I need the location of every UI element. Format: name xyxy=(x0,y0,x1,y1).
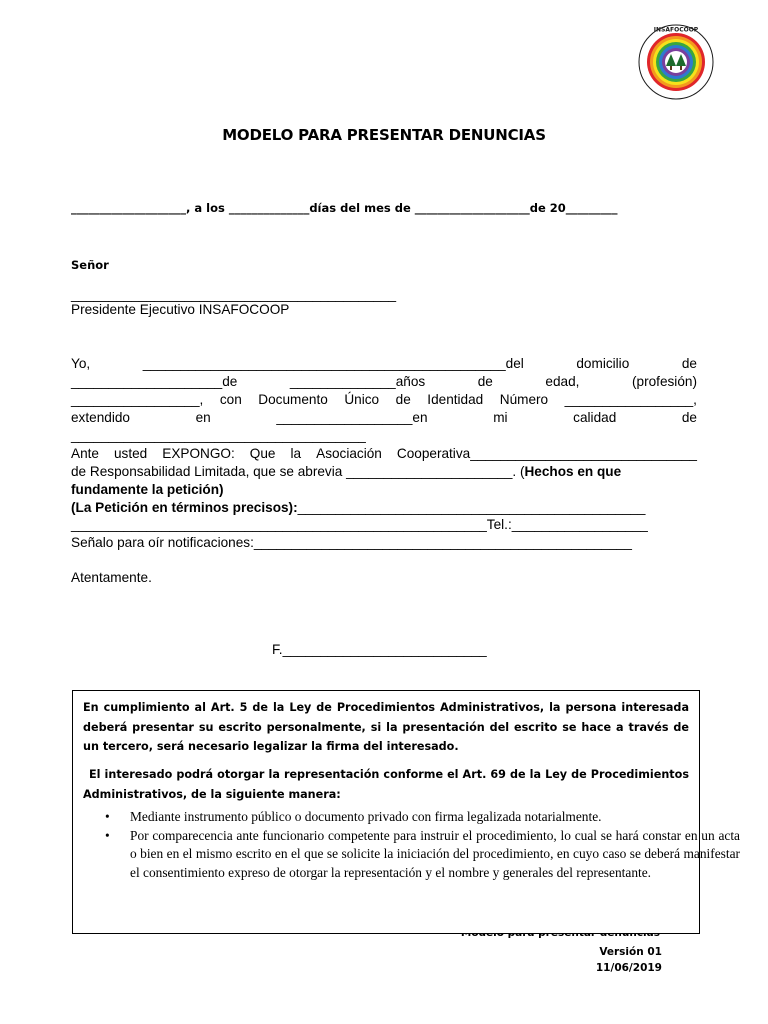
page-title: MODELO PARA PRESENTAR DENUNCIAS xyxy=(222,126,546,144)
body-line-1: Yo, ________________________________________________del domicilio de xyxy=(71,356,697,371)
footer-version: Versión 01 xyxy=(599,946,662,958)
list-item: • Mediante instrumento público o documento privado con firma legalizada notarialmente. xyxy=(130,808,740,827)
body-line-9: (La Petición en términos precisos):______________________________________________ xyxy=(71,500,646,515)
body-line-11: Señalo para oír notificaciones:__________________________________________________ xyxy=(71,535,632,550)
footer-date: 11/06/2019 xyxy=(595,962,662,974)
insafocoop-seal xyxy=(638,24,714,100)
bullet-dot-icon: • xyxy=(105,809,110,824)
svg-text:INSAFOCOOP: INSAFOCOOP xyxy=(653,26,699,34)
body-line-7: de Responsabilidad Limitada, que se abrevia ______________________. (Hechos en que xyxy=(71,464,622,479)
notice-box xyxy=(72,690,740,934)
body-line-6: Ante usted EXPONGO: Que la Asociación Cooperativa______________________________ xyxy=(71,446,697,461)
body-line-4: extendido en __________________en mi calidad de xyxy=(71,410,697,425)
body-line-5: _______________________________________ xyxy=(71,428,366,443)
body-line-8: fundamente la petición) xyxy=(71,482,224,497)
bullet-dot-icon: • xyxy=(105,827,110,843)
insafocoop-logo xyxy=(638,24,714,100)
notice-bullet-list xyxy=(83,808,740,882)
body-line-10: _______________________________________________________Tel.:__________________ xyxy=(71,517,648,532)
signature-line: F.___________________________ xyxy=(272,642,487,657)
notice-paragraph-2: El interesado podrá otorgar la representación conforme el Art. 69 de la Ley de Procedimientos Administrativos, de la siguiente manera: xyxy=(83,768,689,801)
date-line: ____________________, a los ______________días del mes de ____________________de 20_________ xyxy=(71,201,618,215)
salutation: Señor xyxy=(71,258,109,272)
list-item: • Por comparecencia ante funcionario competente para instruir el procedimiento, lo cual se hará constar en un acta o bien en el mismo escrito en el que se solicite la iniciación del procedimiento, en cuyo caso se deberá manifestar el consentimiento expreso de otorgar la representación y el nombre y generales del representante. xyxy=(105,827,740,880)
addressee-name-line: ___________________________________________ xyxy=(71,287,397,302)
closing: Atentamente. xyxy=(71,570,152,585)
notice-paragraph-1: En cumplimiento al Art. 5 de la Ley de Procedimientos Administrativos, la persona interesada deberá presentar su escrito personalmente, si la presentación del escrito se hace a través de un tercero, será necesario legalizar la firma del interesado. xyxy=(83,701,689,753)
body-line-3: _________________, con Documento Único de Identidad Número _________________, xyxy=(71,392,697,407)
addressee-position: Presidente Ejecutivo INSAFOCOOP xyxy=(71,302,290,317)
body-line-2: ____________________de ______________años de edad, (profesión) xyxy=(71,374,697,389)
